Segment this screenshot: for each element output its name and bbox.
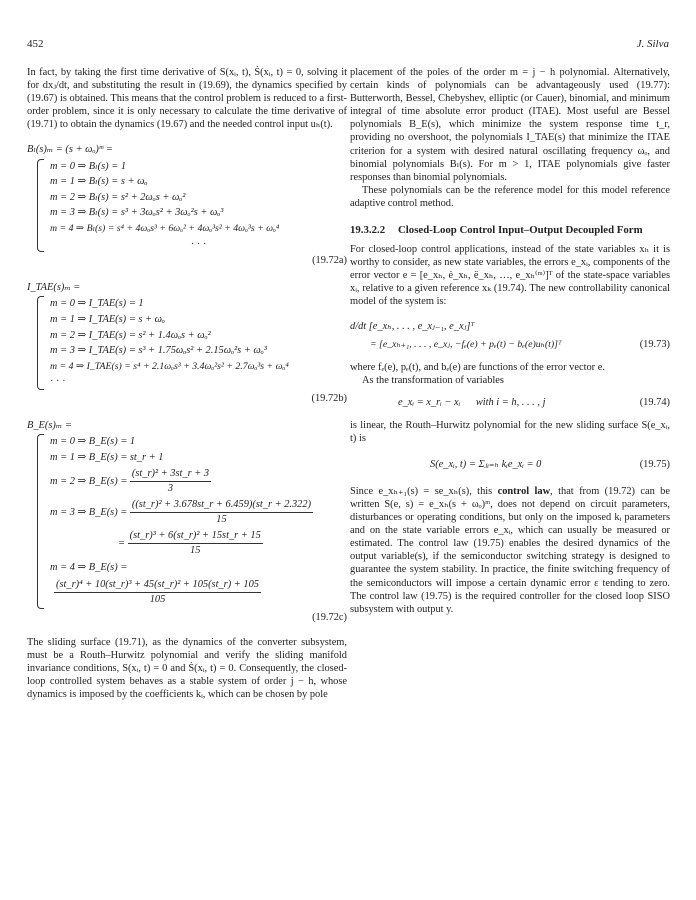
section-number: 19.3.2.2	[350, 224, 386, 237]
eq-row: · · ·	[50, 376, 66, 388]
denominator: 105	[149, 593, 166, 605]
eq-row: m = 2 ⇒ Bₗ(s) = s² + 2ωₒs + ωₒ²	[50, 191, 186, 203]
fraction	[130, 467, 211, 496]
right-paragraph-7	[350, 485, 670, 616]
running-author: J. Silva	[636, 38, 669, 50]
denominator: 15	[216, 514, 227, 526]
left-paragraph-2: The sliding surface (19.71), as the dynamics of the converter subsystem, must be a Routh–Hurwitz polynomial and verify the sliding manifold invariance conditions, S(xᵢ, t) = 0 and Ṡ(xᵢ, t) = 0. Consequently, the closed-loop controlled system behaves as a stable system of order j − h, whose dynamics is imposed by the coefficients kᵢ, which can be chosen by pole	[27, 636, 347, 701]
eq-72c-rows	[50, 434, 347, 609]
keyword-control-law: control law	[497, 485, 551, 497]
left-paragraph-1: In fact, by taking the first time derivative of S(xᵢ, t), Ṡ(xᵢ, t) = 0, solving it for dxⱼ/dt, and substituting the result in (19.69), the dynamics specified by (19.67) is obtained. This means that the control problem is reduced to a first-order problem, since it is only necessary to calculate the time derivative of (19.71) to obtain the dynamics (19.67) and the needed control input uₕ(t).	[27, 67, 347, 131]
fraction	[130, 498, 313, 527]
page-number: 452	[27, 38, 44, 50]
eq-row: · · ·	[190, 238, 207, 250]
eq-73-lhs: d/dt [e_xₕ, . . . , e_xⱼ₋₁, e_xⱼ]ᵀ	[350, 320, 475, 332]
eq-row	[50, 529, 347, 558]
eq-row: m = 3 ⇒ Bₗ(s) = s³ + 3ωₒs² + 3ωₒ²s + ωₒ³	[50, 207, 224, 219]
eq-72b-head: I_TAE(s)ₘ =	[27, 282, 81, 294]
eq-row: m = 4 ⇒ B_E(s) =	[50, 562, 128, 574]
eq-75-number: (19.75)	[639, 458, 670, 470]
eq-row: m = 1 ⇒ B_E(s) = st_r + 1	[50, 451, 164, 463]
brace	[37, 159, 44, 253]
numerator: (st_r)³ + 6(st_r)² + 15st_r + 15	[128, 529, 263, 544]
eq-72c-system	[37, 434, 347, 609]
eq-row: m = 4 ⇒ Bₗ(s) = s⁴ + 4ωₒs³ + 6ωₒ² + 4ωₒ³s² + 4ωₒ³s + ωₒ⁴	[50, 222, 280, 234]
eq-73-rhs: = [e_xₕ₊₁, . . . , e_xⱼ, −fₑ(e) + pₑ(t) − bₑ(e)uₕ(t)]ᵀ	[370, 338, 562, 350]
denominator: 15	[190, 545, 201, 557]
eq-lhs: m = 3 ⇒ B_E(s) =	[50, 507, 128, 519]
eq-row: m = 0 ⇒ Bₗ(s) = 1	[50, 160, 127, 172]
left-column	[27, 66, 347, 701]
eq-72c-head: B_E(s)ₘ =	[27, 419, 72, 431]
eq-lhs: m = 2 ⇒ B_E(s) =	[50, 476, 128, 488]
eq-row: m = 2 ⇒ I_TAE(s) = s² + 1.4ωₒs + ωₒ²	[50, 329, 211, 341]
eq-74	[350, 395, 670, 411]
right-paragraph-1: placement of the poles of the order m = j − h polynomial. Alternatively, certain kinds of polynomials can be advantageously used (19.77): Butterworth, Bessel, Chebyshev, elliptic (or Cauer), binomial, and minimum integral of time absolute error product (ITAE). Most useful are Bessel polynomials B_E(s), which minimize the system response time t_r, providing no overshoot, the polynomials I_TAE(s) that minimize the ITAE criterion for a system with desired natural oscillating frequency ωₒ, and binomial polynomials Bₗ(s). For m > 1, ITAE polynomials give faster responses than binomial polynomials.	[350, 67, 670, 183]
brace	[37, 296, 44, 390]
eq-row: m = 1 ⇒ I_TAE(s) = s + ωₒ	[50, 313, 165, 325]
text-run: Since e_xₕ₊₁(s) = se_xₕ(s), this	[350, 485, 498, 497]
eq-row	[50, 578, 347, 607]
eq-lhs: =	[118, 538, 126, 550]
numerator: (st_r)² + 3st_r + 3	[130, 467, 211, 482]
fraction	[54, 578, 261, 607]
right-paragraph-5: As the transformation of variables	[362, 374, 504, 386]
eq-72b-rows	[50, 296, 347, 390]
eq-74-body: e_xᵢ = x_rᵢ − xᵢ with i = h, . . . , j	[398, 396, 546, 408]
eq-row: m = 3 ⇒ I_TAE(s) = s³ + 1.75ωₒs² + 2.15ωₒ²s + ωₒ³	[50, 345, 267, 357]
eq-75-body: S(e_xᵢ, t) = Σⱼᵢ₌ₕ kᵢe_xᵢ = 0	[430, 458, 542, 470]
eq-row	[50, 467, 347, 496]
eq-row: m = 4 ⇒ I_TAE(s) = s⁴ + 2.1ωₒs³ + 3.4ωₒ²s² + 2.7ωₒ³s + ωₒ⁴	[50, 360, 289, 372]
eq-74-number: (19.74)	[639, 396, 670, 408]
eq-73-number: (19.73)	[639, 338, 670, 350]
eq-row: m = 0 ⇒ B_E(s) = 1	[50, 436, 136, 448]
right-paragraph-6: is linear, the Routh–Hurwitz polynomial for the new sliding surface S(e_xᵢ, t) is	[350, 419, 670, 444]
brace	[37, 434, 44, 609]
text-run: , that from (19.72) can be written S(e, s) = e_xₕ(s + ωₒ)ᵐ, does not depend on circuit parameters, disturbances or operating conditions, but only on the imposed kᵢ parameters and on the state variable errors e_xᵢ, which can usually be measured or estimated. The control law (19.75) enables the desired dynamics of the output variable(s), if the semiconductor switching strategy is designed to guarantee the system stability. In practice, the finite switching frequency of the semiconductors will impose a certain dynamic error ε tending to zero. The control law (19.75) is the required controller for the closed loop SISO subsystem with output y.	[350, 485, 670, 615]
numerator: ((st_r)² + 3.678st_r + 6.459)(st_r + 2.322)	[130, 498, 313, 513]
numerator: (st_r)⁴ + 10(st_r)³ + 45(st_r)² + 105(st_r) + 105	[54, 578, 261, 593]
eq-73	[350, 337, 670, 353]
right-paragraph-4: where fₑ(e), pₑ(t), and bₑ(e) are functions of the error vector e.	[350, 361, 605, 373]
fraction	[128, 529, 263, 558]
eq-row: m = 1 ⇒ Bₗ(s) = s + ωₒ	[50, 176, 148, 188]
eq-72a-head: Bₗ(s)ₘ = (s + ωₒ)ᵐ =	[27, 144, 113, 156]
right-paragraph-3: For closed-loop control applications, instead of the state variables xₕ it is worthy to consider, as new state variables, the errors e_xᵢ, components of the error vector e = [e_xₕ, ė_xₕ, ë_xₕ, …, e_xₕ⁽ᵐ⁾]ᵀ of the state-space variables xᵢ, relative to a given reference xₖ (19.74). The new controllability canonical model of the system is:	[350, 244, 670, 308]
right-paragraph-2: These polynomials can be the reference model for this model reference adaptive control method.	[350, 184, 670, 209]
eq-72b-system	[37, 296, 347, 390]
section-heading	[350, 224, 670, 237]
eq-row: m = 0 ⇒ I_TAE(s) = 1	[50, 298, 144, 310]
eq-72a-number: (19.72a)	[312, 255, 347, 267]
section-title: Closed-Loop Control Input–Output Decoupled Form	[398, 224, 643, 237]
denominator: 3	[167, 483, 174, 495]
right-column	[350, 66, 670, 616]
eq-72a-system	[37, 159, 347, 253]
eq-75	[350, 457, 670, 473]
eq-72b-number: (19.72b)	[311, 392, 347, 404]
eq-72a-rows	[50, 159, 347, 253]
eq-row	[50, 498, 347, 527]
eq-72c-number: (19.72c)	[312, 611, 347, 623]
